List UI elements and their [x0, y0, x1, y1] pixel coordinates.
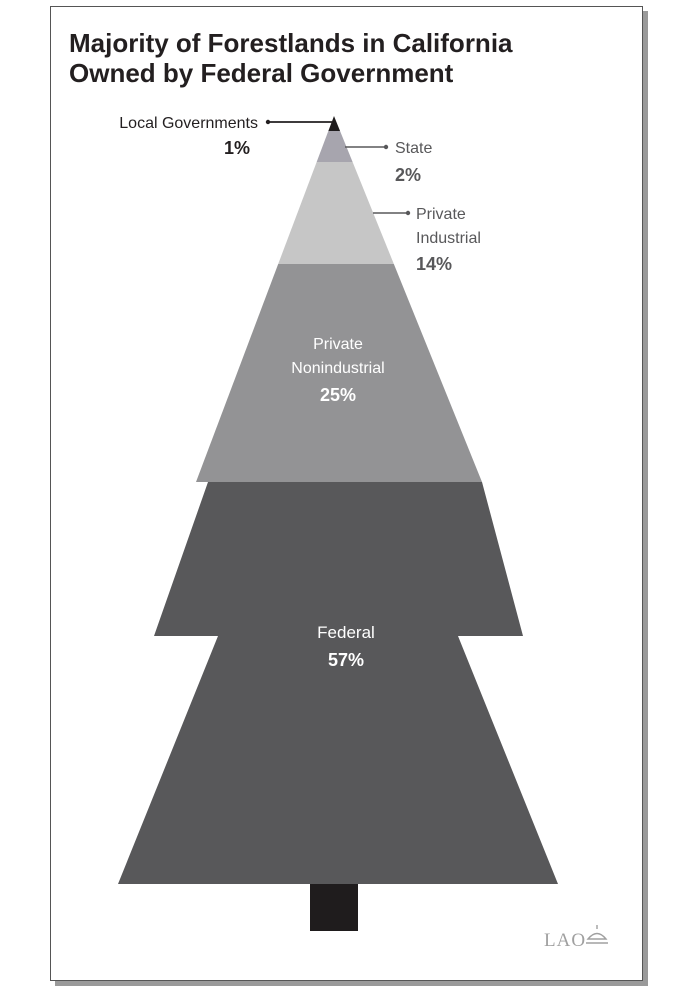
- label-state: State: [395, 140, 433, 157]
- chart-title-line-1: Majority of Forestlands in California: [69, 28, 513, 58]
- chart-title-line-2: Owned by Federal Government: [69, 58, 454, 88]
- value-private-industrial: 14%: [416, 254, 453, 274]
- value-private-nonindustrial: 25%: [319, 385, 357, 405]
- segment-local-governments: [328, 116, 340, 131]
- label-private-industrial-line-2: Industrial: [416, 230, 481, 247]
- segment-federal: [118, 482, 558, 884]
- tree-trunk: [310, 884, 358, 931]
- value-state: 2%: [395, 165, 422, 185]
- lao-logo: LAO: [544, 930, 587, 951]
- leader-dot-state: [384, 145, 388, 149]
- label-private-industrial-line-1: Private: [416, 206, 466, 223]
- label-federal: Federal: [317, 623, 375, 642]
- leader-dot-private-industrial: [406, 211, 410, 215]
- value-local-governments: 1%: [224, 138, 251, 158]
- lao-logo-dome-icon: [586, 925, 608, 943]
- label-local-governments: Local Governments: [119, 115, 258, 132]
- label-private-nonindustrial-line-1: Private: [313, 336, 363, 353]
- value-federal: 57%: [327, 650, 365, 670]
- label-private-nonindustrial-line-2: Nonindustrial: [291, 360, 385, 377]
